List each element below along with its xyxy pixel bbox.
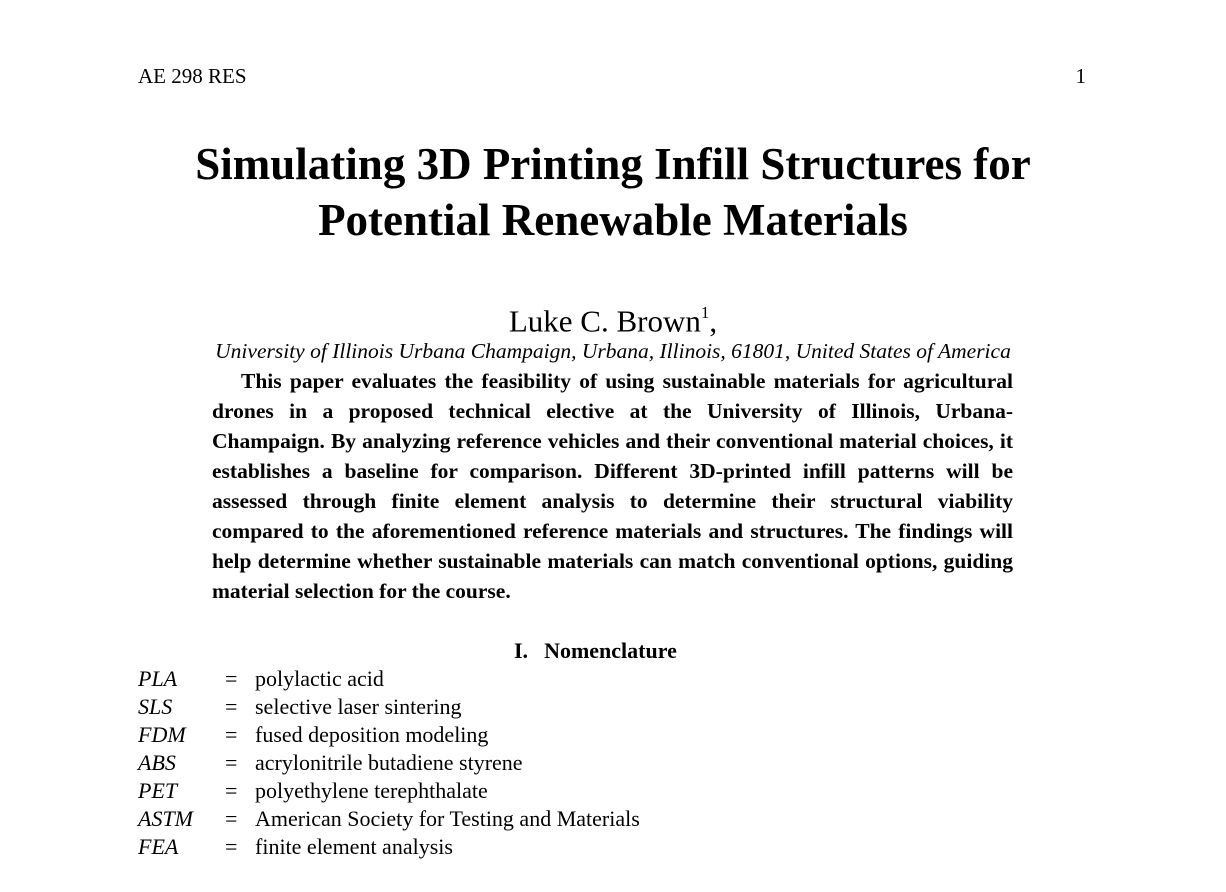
nomenclature-definition: fused deposition modeling [255,722,489,747]
abstract: This paper evaluates the feasibility of using sustainable materials for agricultural drones in a proposed technical elective at the University of Illinois, Urbana-Champaign. By analyzing reference vehicles and their conventional material choices, it establishes a baseline for comparison. Different 3D-printed infill patterns will be assessed through finite element analysis to determine their structural viability compared to the aforementioned reference materials and structures. The findings will help determine whether sustainable materials can match conventional options, guiding material selection for the course. [212,369,1013,603]
nomenclature-symbol: PET [138,778,178,803]
page-number: 1 [1075,64,1086,88]
nomenclature-symbol: ABS [138,750,176,775]
nomenclature-symbol: PLA [138,666,178,691]
nomenclature-definition: polyethylene terephthalate [255,778,488,803]
nomenclature-definition: polylactic acid [255,666,384,691]
paper-title [0,136,1226,248]
nomenclature-equals: = [225,666,238,691]
nomenclature-equals: = [225,722,238,747]
nomenclature-definition: American Society for Testing and Materials [255,806,640,831]
author-line [0,296,1226,340]
nomenclature-symbol: FDM [138,722,186,747]
nomenclature-symbol: ASTM [138,806,193,831]
nomenclature-definition: finite element analysis [255,834,453,859]
author-affiliation: University of Illinois Urbana Champaign, Urbana, Illinois, 61801, United States of America [215,339,1011,363]
title-line-1: Simulating 3D Printing Infill Structures for [195,139,1031,189]
section-number: I. [514,638,529,663]
nomenclature-equals: = [225,834,238,859]
author-name: Luke C. Brown [508,303,701,339]
nomenclature-definition: acrylonitrile butadiene styrene [255,750,523,775]
section-title: Nomenclature [544,638,677,663]
course-code: AE 298 RES [138,64,247,88]
title-line-2: Potential Renewable Materials [318,195,908,245]
nomenclature-symbol: SLS [138,694,173,719]
nomenclature-equals: = [225,694,238,719]
nomenclature-equals: = [225,806,238,831]
author-affiliation-mark: 1 [700,303,710,322]
section-heading-nomenclature [514,637,677,665]
nomenclature-symbol: FEA [138,834,179,859]
nomenclature-equals: = [225,778,238,803]
author-separator: , [709,303,718,339]
nomenclature-equals: = [225,750,238,775]
nomenclature-definition: selective laser sintering [255,694,462,719]
